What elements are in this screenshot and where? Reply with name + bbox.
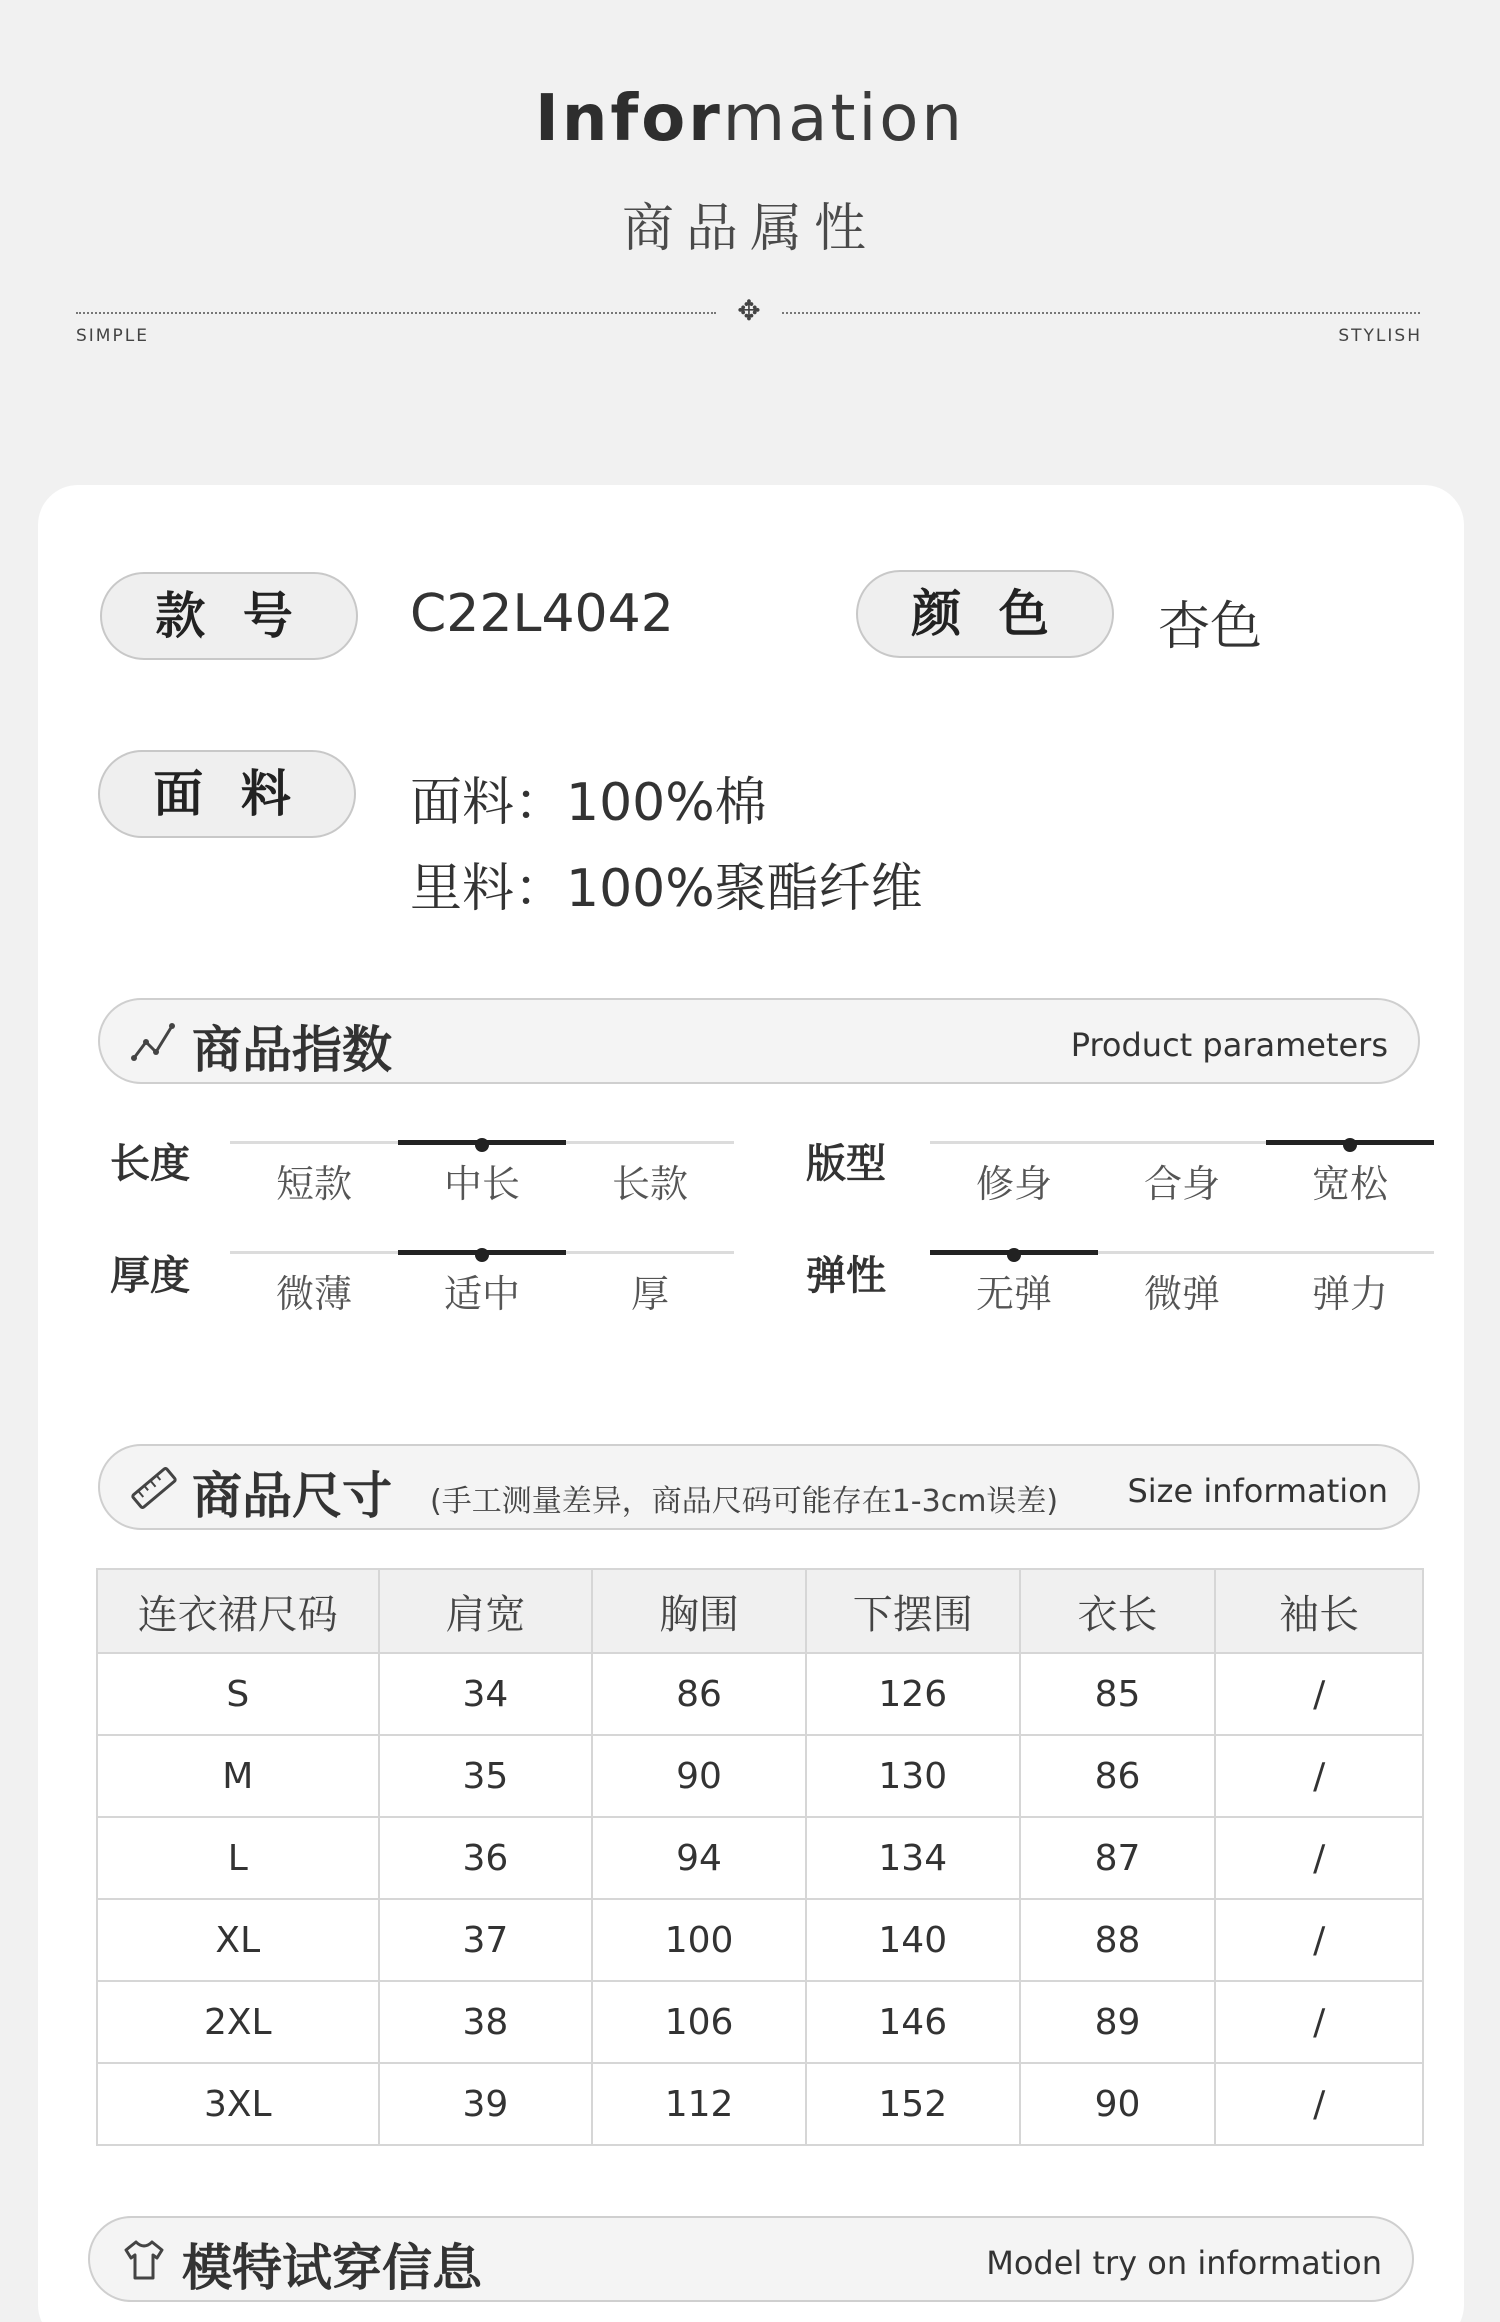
table-cell: 86 xyxy=(1020,1735,1216,1817)
param-selected-dot xyxy=(475,1138,489,1152)
section-size-information xyxy=(98,1444,1420,1530)
table-header-cell: 连衣裙尺码 xyxy=(97,1569,379,1653)
fabric-main: 面料：100%棉 xyxy=(410,773,767,833)
color-label: 颜 色 xyxy=(856,570,1114,658)
table-header-row xyxy=(97,1569,1423,1653)
param-option: 短款 xyxy=(275,1162,352,1206)
table-row xyxy=(97,1817,1423,1899)
section-en-title: Size information xyxy=(1127,1472,1388,1510)
param-option: 厚 xyxy=(630,1272,669,1316)
param-option: 修身 xyxy=(975,1162,1052,1206)
divider-right xyxy=(782,312,1420,314)
table-cell: 2XL xyxy=(97,1981,379,2063)
color-value: 杏色 xyxy=(1158,597,1263,657)
param-option: 弹力 xyxy=(1311,1272,1388,1316)
table-cell: / xyxy=(1215,1899,1423,1981)
table-cell: / xyxy=(1215,1981,1423,2063)
param-option: 微弹 xyxy=(1143,1272,1220,1316)
fabric-label: 面 料 xyxy=(98,750,356,838)
tag-stylish: STYLISH xyxy=(1338,326,1422,346)
table-cell: 126 xyxy=(806,1653,1020,1735)
table-cell: 100 xyxy=(592,1899,806,1981)
param-option: 适中 xyxy=(443,1272,520,1316)
page-subtitle: 商品属性 xyxy=(621,199,878,259)
table-cell: 94 xyxy=(592,1817,806,1899)
table-cell: S xyxy=(97,1653,379,1735)
param-option: 无弹 xyxy=(975,1272,1052,1316)
table-cell: 89 xyxy=(1020,1981,1216,2063)
table-row xyxy=(97,1653,1423,1735)
section-en-title: Product parameters xyxy=(1070,1026,1388,1064)
table-cell: 134 xyxy=(806,1817,1020,1899)
table-cell: / xyxy=(1215,1653,1423,1735)
tag-simple: SIMPLE xyxy=(76,326,149,346)
table-cell: 35 xyxy=(379,1735,593,1817)
section-title: 模特试穿信息 xyxy=(182,2239,482,2297)
table-cell: 39 xyxy=(379,2063,593,2145)
param-option: 长款 xyxy=(611,1162,688,1206)
param-label: 长度 xyxy=(110,1141,190,1187)
param-label: 版型 xyxy=(806,1141,886,1187)
param-selected-dot xyxy=(1007,1248,1021,1262)
param-option: 微薄 xyxy=(275,1272,352,1316)
size-table xyxy=(96,1568,1424,2146)
table-header-cell: 下摆围 xyxy=(806,1569,1020,1653)
style-no-value: C22L4042 xyxy=(410,584,674,644)
table-cell: / xyxy=(1215,2063,1423,2145)
table-cell: 112 xyxy=(592,2063,806,2145)
table-cell: L xyxy=(97,1817,379,1899)
trend-line-icon xyxy=(130,1018,178,1066)
table-cell: 90 xyxy=(592,1735,806,1817)
section-title: 商品指数 xyxy=(192,1021,392,1079)
table-cell: / xyxy=(1215,1735,1423,1817)
table-cell: 152 xyxy=(806,2063,1020,2145)
table-cell: 87 xyxy=(1020,1817,1216,1899)
table-cell: 88 xyxy=(1020,1899,1216,1981)
divider-left xyxy=(76,312,716,314)
fabric-lining: 里料：100%聚酯纤维 xyxy=(410,859,923,919)
style-no-label: 款 号 xyxy=(100,572,358,660)
table-cell: / xyxy=(1215,1817,1423,1899)
table-body xyxy=(97,1653,1423,2145)
param-option: 宽松 xyxy=(1311,1162,1388,1206)
param-selected-dot xyxy=(475,1248,489,1262)
table-cell: M xyxy=(97,1735,379,1817)
table-cell: 130 xyxy=(806,1735,1020,1817)
table-cell: 90 xyxy=(1020,2063,1216,2145)
param-selected-dot xyxy=(1343,1138,1357,1152)
page-title xyxy=(0,82,1500,156)
table-cell: 38 xyxy=(379,1981,593,2063)
section-title: 商品尺寸 xyxy=(192,1467,392,1525)
param-label: 厚度 xyxy=(110,1253,190,1299)
param-option: 中长 xyxy=(443,1162,520,1206)
table-header-cell: 肩宽 xyxy=(379,1569,593,1653)
table-cell: 37 xyxy=(379,1899,593,1981)
table-cell: 106 xyxy=(592,1981,806,2063)
table-header-cell: 胸围 xyxy=(592,1569,806,1653)
table-row xyxy=(97,2063,1423,2145)
table-cell: 3XL xyxy=(97,2063,379,2145)
param-label: 弹性 xyxy=(806,1253,886,1299)
table-row xyxy=(97,1899,1423,1981)
table-row xyxy=(97,1981,1423,2063)
table-header-cell: 袖长 xyxy=(1215,1569,1423,1653)
table-cell: 86 xyxy=(592,1653,806,1735)
param-option: 合身 xyxy=(1143,1162,1220,1206)
table-cell: 140 xyxy=(806,1899,1020,1981)
section-model-info xyxy=(88,2216,1414,2302)
table-cell: 34 xyxy=(379,1653,593,1735)
table-cell: 146 xyxy=(806,1981,1020,2063)
section-en-title: Model try on information xyxy=(986,2244,1382,2282)
ornament-icon: ✥ xyxy=(737,294,761,327)
table-cell: XL xyxy=(97,1899,379,1981)
table-header-cell: 衣长 xyxy=(1020,1569,1216,1653)
ruler-icon xyxy=(130,1464,178,1512)
table-cell: 36 xyxy=(379,1817,593,1899)
table-row xyxy=(97,1735,1423,1817)
size-note: (手工测量差异，商品尺码可能存在1-3cm误差) xyxy=(430,1484,1059,1519)
title-light: mation xyxy=(722,82,965,156)
table-cell: 85 xyxy=(1020,1653,1216,1735)
tshirt-icon xyxy=(120,2236,168,2284)
title-bold: Infor xyxy=(535,82,723,156)
section-product-parameters xyxy=(98,998,1420,1084)
